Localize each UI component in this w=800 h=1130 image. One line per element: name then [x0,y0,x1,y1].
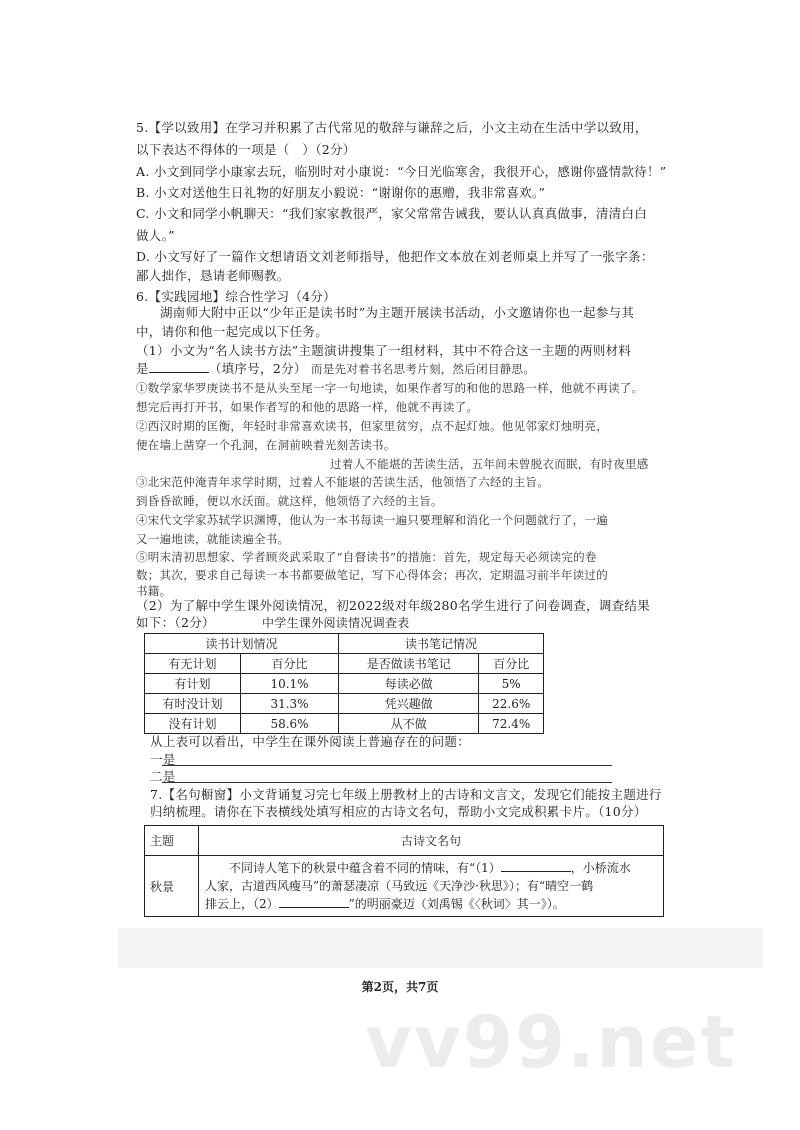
q6-part1-answer [136,361,535,377]
cell: 凭兴趣做 [339,694,479,714]
content-text: ”的明丽豪迈（刘禹锡《〈秋词〉其一》）。 [348,897,565,911]
content-header: 古诗文名句 [199,826,664,856]
content-text: 不同诗人笔下的秋景中蕴含着不同的情味，有“（1） [229,861,501,875]
q6-line: 湖南师大附中正以“少年正是读书时”为主题开展读书活动，小文邀请你也一起参与其 [160,305,635,320]
q5-option-c: C. 小文和同学小帆聊天：“我们家家教很严，家父常常告诫我，要认认真真做事，清清白白 [136,206,648,221]
q6-part2: （2）为了解中学生课外阅读情况，初2022级对年级280名学生进行了问卷调查，调查结果 [136,598,651,613]
poetry-table [144,825,664,917]
q5-option-b: B. 小文对送他生日礼物的好朋友小毅说：“谢谢你的惠赠，我非常喜欢。” [136,185,546,200]
cell: 5% [479,674,544,694]
cell: 58.6% [241,714,339,734]
answer-1-line[interactable] [162,765,612,766]
cell: 31.3% [241,694,339,714]
material-text: 到昏昏欲睡，便以水沃面。就这样，他领悟了六经的主旨。 [136,494,443,508]
group-header: 读书笔记情况 [339,634,544,654]
scan-shadow [118,928,763,968]
cell: 每读必做 [339,674,479,694]
cell: 从不做 [339,714,479,734]
conclusion-prompt: 从上表可以看出，中学生在课外阅读上普遍存在的问题： [150,734,471,749]
table-row [145,714,544,734]
cell: 72.4% [479,714,544,734]
material-text: 想完后再打开书，如果作者写的和他的思路一样，他就不再读了。 [136,400,479,414]
table-row [145,674,544,694]
theme-header: 主题 [145,826,199,856]
column-header: 百分比 [241,654,339,674]
material-5: ⑤明末清初思想家、学者顾炎武采取了“自督读书”的措施：首先，规定每天必须读完的卷 [136,550,597,564]
cell: 有计划 [145,674,241,694]
theme-cell: 秋景 [145,856,199,917]
answer-1-label: 一是 [150,752,176,767]
survey-table-title: 中学生课外阅读情况调查表 [262,616,410,630]
answer-2-label: 二是 [150,769,176,784]
content-text: ，小桥流水 [570,861,631,875]
cell: 22.6% [479,694,544,714]
material-text: 过着人不能堪的苦读生活，五年间未曾脱衣而眠，有时夜里感 [330,457,649,471]
group-header: 读书计划情况 [145,634,339,654]
q5-line: 5.【学以致用】在学习并积累了古代常见的敬辞与谦辞之后，小文主动在生活中学以致用， [136,120,648,135]
cell: 10.1% [241,674,339,694]
material-2: ②西汉时期的匡衡，年轻时非常喜欢读书，但家里贫穷，点不起灯烛。他见邻家灯烛明亮， [136,419,608,433]
q5-option-a: A. 小文到同学小康家去玩，临别时对小康说：“今日光临寒舍，我很开心，感谢你盛情款待！” [136,164,667,179]
material-4: ④宋代文学家苏轼学识渊博，他认为一本书每读一遍只要理解和消化一个问题就行了，一遍 [136,513,608,527]
blank-1[interactable] [501,871,571,872]
blank-2[interactable] [279,907,349,908]
material-text: 数；其次，要求自己每读一本书都要做笔记，写下心得体会；再次，定期温习前半年读过的 [136,568,608,582]
q6-part1: （1）小文为“名人读书方法”主题演讲搜集了一组材料，其中不符合这一主题的两则材料 [136,343,632,358]
q5-option-d-cont: 鄙人拙作，恳请老师赐教。 [136,268,290,283]
table-row [145,694,544,714]
q5-line: 以下表达不得体的一项是（ ）（2分） [136,142,356,157]
column-header: 有无计划 [145,654,241,674]
watermark: vv99.net [365,1000,737,1084]
content-cell [199,856,664,917]
material-text: 便在墙上凿穿一个孔洞，在洞前映着光刻苦读书。 [136,438,396,452]
column-header: 百分比 [479,654,544,674]
material-text: 书籍。 [136,584,172,598]
column-header: 是否做读书笔记 [339,654,479,674]
q5-option-c-cont: 做人。” [136,228,175,243]
material-1: ①数学家华罗庚读书不是从头至尾一字一句地读，如果作者写的和他的思路一样，他就不再读了。 [136,381,644,395]
material-3: ③北宋范仲淹青年求学时期，过着人不能堪的苦读生活，他领悟了六经的主旨。 [136,475,549,489]
cell: 没有计划 [145,714,241,734]
is-label: 是 [136,361,149,376]
q7-title: 7.【名句橱窗】小文背诵复习完七年级上册教材上的古诗和文言文，发现它们能按主题进行 [150,787,662,802]
material-text: 而是先对着书名思考片刻，然后闭目静思。 [310,362,536,376]
page-number: 第2页，共7页 [361,980,439,994]
answer-2-line[interactable] [162,782,612,783]
cell: 有时没计划 [145,694,241,714]
q7-line: 归纳梳理。请你在下表横线处填写相应的古诗文名句，帮助小文完成积累卡片。（10分） [150,804,647,819]
answer-blank[interactable] [149,372,209,373]
survey-table [144,633,544,734]
content-text: 人家，古道西风瘦马”的萧瑟凄凉（马致远《天净沙·秋思》）；有“晴空一鹤 [205,879,594,893]
q6-title: 6.【实践园地】综合性学习（4分） [136,289,336,304]
q5-option-d: D. 小文写好了一篇作文想请语文刘老师指导，他把作文本放在刘老师桌上并写了一张字条： [136,249,654,264]
content-text: 排云上，（2） [205,897,279,911]
q6-line: 中，请你和他一起完成以下任务。 [136,324,329,339]
q6-part2-cont: 如下：（2分） [136,615,215,630]
q6-part1-hint: （填序号，2分） [208,361,307,376]
material-text: 又一遍地读，就能读遍全书。 [136,532,290,546]
